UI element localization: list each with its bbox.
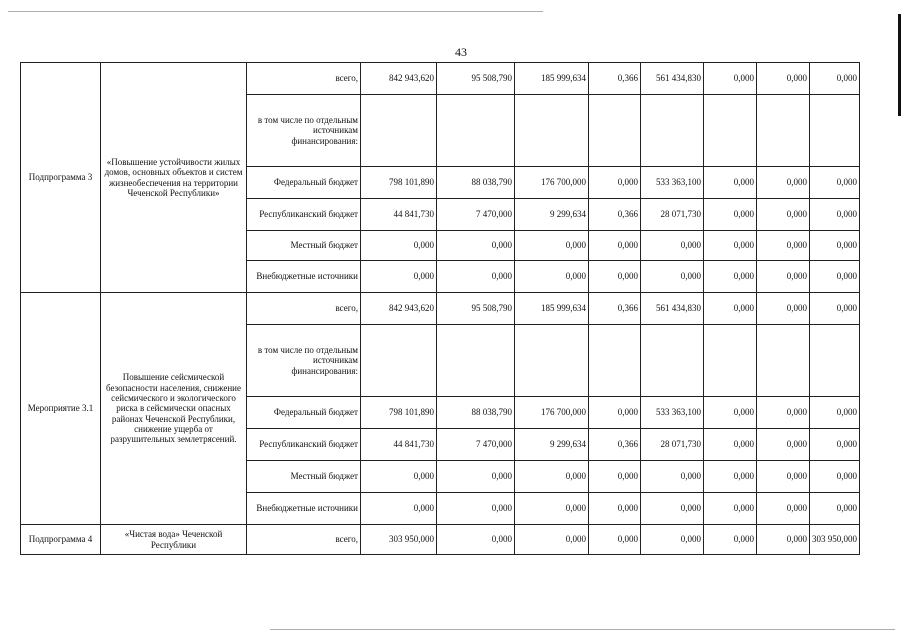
amount-cell: 0,000	[757, 293, 810, 325]
amount-cell: 0,000	[437, 525, 515, 555]
amount-cell: 176 700,000	[515, 167, 589, 199]
amount-cell: 842 943,620	[361, 293, 437, 325]
amount-cell: 0,000	[757, 493, 810, 525]
amount-cell: 0,366	[589, 429, 641, 461]
program-status-cell: Подпрограмма 4	[21, 525, 101, 555]
amount-cell: 0,366	[589, 63, 641, 95]
scan-artifact-top	[8, 11, 543, 12]
amount-cell: 0,000	[704, 63, 757, 95]
amount-cell: 0,000	[704, 261, 757, 293]
amount-cell: 0,000	[810, 167, 860, 199]
amount-cell	[361, 325, 437, 397]
amount-cell: 0,000	[757, 231, 810, 261]
funding-source-cell: в том числе по отдельным источникам финансирования:	[247, 325, 361, 397]
amount-cell: 561 434,830	[641, 63, 704, 95]
amount-cell: 0,000	[361, 493, 437, 525]
amount-cell: 44 841,730	[361, 199, 437, 231]
amount-cell: 185 999,634	[515, 63, 589, 95]
amount-cell: 0,000	[704, 231, 757, 261]
amount-cell: 185 999,634	[515, 293, 589, 325]
funding-source-cell: Республиканский бюджет	[247, 429, 361, 461]
funding-source-cell: Местный бюджет	[247, 461, 361, 493]
amount-cell: 0,000	[515, 231, 589, 261]
amount-cell: 44 841,730	[361, 429, 437, 461]
amount-cell: 0,000	[810, 261, 860, 293]
amount-cell: 0,000	[589, 167, 641, 199]
amount-cell: 28 071,730	[641, 199, 704, 231]
amount-cell: 0,000	[437, 493, 515, 525]
funding-source-cell: всего,	[247, 293, 361, 325]
amount-cell: 95 508,790	[437, 63, 515, 95]
funding-source-cell: в том числе по отдельным источникам финансирования:	[247, 95, 361, 167]
amount-cell: 303 950,000	[361, 525, 437, 555]
amount-cell: 0,366	[589, 199, 641, 231]
amount-cell: 0,000	[589, 261, 641, 293]
amount-cell: 0,000	[641, 261, 704, 293]
amount-cell: 798 101,890	[361, 397, 437, 429]
amount-cell: 303 950,000	[810, 525, 860, 555]
amount-cell	[589, 325, 641, 397]
amount-cell: 0,000	[515, 261, 589, 293]
program-name-cell: «Чистая вода» Чеченской Республики	[101, 525, 247, 555]
amount-cell: 0,000	[437, 461, 515, 493]
funding-source-cell: Республиканский бюджет	[247, 199, 361, 231]
amount-cell	[704, 325, 757, 397]
amount-cell: 0,000	[810, 429, 860, 461]
funding-source-cell: Федеральный бюджет	[247, 397, 361, 429]
funding-source-cell: всего,	[247, 525, 361, 555]
amount-cell	[437, 95, 515, 167]
amount-cell: 0,000	[361, 231, 437, 261]
amount-cell: 0,000	[704, 199, 757, 231]
amount-cell: 88 038,790	[437, 167, 515, 199]
amount-cell: 0,000	[810, 293, 860, 325]
amount-cell: 0,000	[361, 461, 437, 493]
amount-cell: 7 470,000	[437, 429, 515, 461]
amount-cell	[515, 325, 589, 397]
amount-cell: 0,000	[704, 397, 757, 429]
amount-cell: 0,000	[810, 461, 860, 493]
amount-cell: 9 299,634	[515, 429, 589, 461]
amount-cell: 0,000	[757, 429, 810, 461]
amount-cell: 0,000	[757, 461, 810, 493]
table-row	[21, 525, 860, 555]
amount-cell: 0,000	[810, 63, 860, 95]
amount-cell: 0,000	[704, 293, 757, 325]
amount-cell: 88 038,790	[437, 397, 515, 429]
scan-artifact-bottom	[270, 629, 895, 630]
amount-cell	[757, 325, 810, 397]
amount-cell: 0,000	[704, 461, 757, 493]
amount-cell: 561 434,830	[641, 293, 704, 325]
amount-cell: 0,000	[810, 231, 860, 261]
amount-cell	[589, 95, 641, 167]
amount-cell: 0,000	[641, 461, 704, 493]
amount-cell: 0,000	[704, 429, 757, 461]
amount-cell: 0,000	[437, 231, 515, 261]
amount-cell: 28 071,730	[641, 429, 704, 461]
amount-cell: 0,000	[515, 525, 589, 555]
amount-cell	[810, 95, 860, 167]
amount-cell: 0,000	[704, 493, 757, 525]
program-status-cell: Подпрограмма 3	[21, 63, 101, 293]
amount-cell	[757, 95, 810, 167]
amount-cell: 0,000	[757, 397, 810, 429]
amount-cell	[641, 325, 704, 397]
amount-cell: 533 363,100	[641, 397, 704, 429]
amount-cell: 0,000	[757, 167, 810, 199]
amount-cell: 0,000	[810, 397, 860, 429]
amount-cell: 0,000	[757, 63, 810, 95]
page-number: 43	[455, 45, 467, 59]
table-row	[21, 63, 860, 95]
amount-cell: 0,000	[437, 261, 515, 293]
amount-cell: 0,000	[589, 461, 641, 493]
amount-cell	[810, 325, 860, 397]
amount-cell	[361, 95, 437, 167]
amount-cell: 0,000	[515, 461, 589, 493]
amount-cell: 95 508,790	[437, 293, 515, 325]
amount-cell: 0,000	[641, 231, 704, 261]
amount-cell: 9 299,634	[515, 199, 589, 231]
program-name-cell: Повышение сейсмической безопасности населения, снижение сейсмического и экологического риска в сейсмически опасных районах Чеченской Республики, снижение ущерба от разрушительных землетрясений.	[101, 293, 247, 525]
amount-cell: 7 470,000	[437, 199, 515, 231]
funding-source-cell: Внебюджетные источники	[247, 493, 361, 525]
amount-cell	[437, 325, 515, 397]
scan-artifact-edge	[898, 14, 901, 116]
amount-cell: 0,000	[757, 199, 810, 231]
program-name-cell: «Повышение устойчивости жилых домов, основных объектов и систем жизнеобеспечения на территории Чеченской Республики»	[101, 63, 247, 293]
amount-cell: 0,000	[757, 525, 810, 555]
amount-cell: 0,000	[641, 525, 704, 555]
funding-source-cell: Внебюджетные источники	[247, 261, 361, 293]
funding-source-cell: Местный бюджет	[247, 231, 361, 261]
amount-cell: 0,000	[641, 493, 704, 525]
amount-cell: 0,000	[589, 525, 641, 555]
amount-cell: 0,000	[810, 493, 860, 525]
amount-cell: 0,366	[589, 293, 641, 325]
amount-cell: 0,000	[757, 261, 810, 293]
amount-cell: 798 101,890	[361, 167, 437, 199]
amount-cell: 0,000	[589, 397, 641, 429]
funding-source-cell: всего,	[247, 63, 361, 95]
amount-cell	[704, 95, 757, 167]
funding-source-cell: Федеральный бюджет	[247, 167, 361, 199]
amount-cell	[641, 95, 704, 167]
amount-cell: 0,000	[589, 493, 641, 525]
amount-cell: 0,000	[810, 199, 860, 231]
amount-cell: 842 943,620	[361, 63, 437, 95]
amount-cell: 0,000	[361, 261, 437, 293]
amount-cell: 0,000	[704, 525, 757, 555]
financing-table	[20, 62, 860, 555]
program-status-cell: Мероприятие 3.1	[21, 293, 101, 525]
table-row	[21, 293, 860, 325]
amount-cell: 0,000	[515, 493, 589, 525]
amount-cell: 0,000	[704, 167, 757, 199]
amount-cell: 0,000	[589, 231, 641, 261]
amount-cell: 533 363,100	[641, 167, 704, 199]
amount-cell	[515, 95, 589, 167]
amount-cell: 176 700,000	[515, 397, 589, 429]
